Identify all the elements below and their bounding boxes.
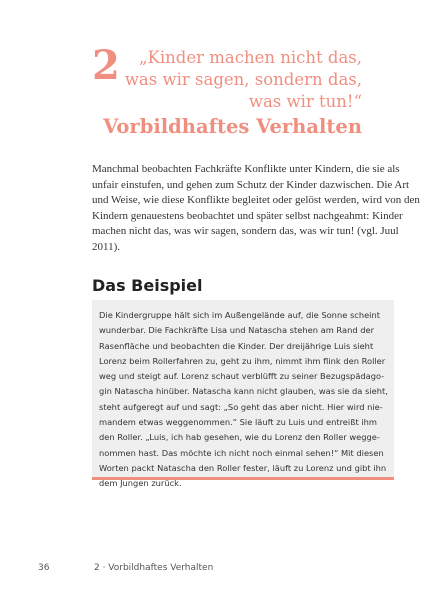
chapter-title: Vorbildhaftes Verhalten — [103, 115, 362, 138]
example-line: wunderbar. Die Fachkräfte Lisa und Natascha stehen am Rand der — [99, 325, 375, 336]
example-line: mandem etwas weggenommen.“ Sie läuft zu Luis und entreißt ihm — [99, 417, 377, 428]
example-line: weg und steigt auf. Lorenz schaut verblüfft zu seiner Bezugspädago- — [99, 371, 385, 382]
intro-paragraph — [92, 162, 420, 255]
running-title: 2 · Vorbildhaftes Verhalten — [94, 563, 214, 573]
example-text — [99, 308, 389, 492]
chapter-header — [92, 44, 392, 144]
chapter-quote-line: „Kinder machen nicht das, — [139, 48, 362, 67]
intro-line: Manchmal beobachten Fachkräfte Konflikte unter Kindern, die sie als — [92, 163, 400, 175]
chapter-number: 2 — [92, 42, 120, 89]
intro-line: und Weise, wie diese Konflikte begleitet oder gelöst werden, wird von den — [92, 194, 420, 206]
example-line: dem Jungen zurück. — [99, 478, 182, 489]
example-line: gin Natascha hinüber. Natascha kann nicht glauben, was sie da sieht, — [99, 386, 388, 397]
chapter-quote-line: was wir sagen, sondern das, — [124, 70, 362, 89]
example-line: nommen hast. Das möchte ich nicht noch einmal sehen!“ Mit diesen — [99, 447, 384, 458]
page-number: 36 — [38, 563, 50, 573]
example-line: Worten packt Natascha den Roller fester, läuft zu Lorenz und gibt ihn — [99, 462, 387, 473]
page-footer — [38, 563, 213, 573]
chapter-quote-line: was wir tun!“ — [248, 92, 362, 111]
example-line: Rasenfläche und beobachten die Kinder. Der dreijährige Luis sieht — [99, 340, 374, 351]
example-box — [92, 300, 394, 489]
intro-line: machen nicht das, was wir sagen, sondern das, was wir tun! (vgl. Juul — [92, 225, 399, 237]
section-title: Das Beispiel — [92, 276, 203, 295]
intro-line: unfair einstufen, und gehen zum Schutz der Kinder dazwischen. Die Art — [92, 178, 410, 191]
example-line: Lorenz beim Rollerfahren zu, geht zu ihm, nimmt ihm flink den Roller — [99, 355, 386, 366]
example-line: den Roller. „Luis, ich hab gesehen, wie du Lorenz den Roller wegge- — [99, 432, 380, 443]
intro-line: Kindern genauestens beobachtet und später selbst nachgeahmt: Kinder — [92, 209, 403, 222]
example-line: Die Kindergruppe hält sich im Außengelände auf, die Sonne scheint — [99, 310, 381, 320]
example-line: steht aufgeregt auf und sagt: „So geht das aber nicht. Hier wird nie- — [99, 401, 383, 412]
intro-line: 2011). — [92, 240, 121, 253]
